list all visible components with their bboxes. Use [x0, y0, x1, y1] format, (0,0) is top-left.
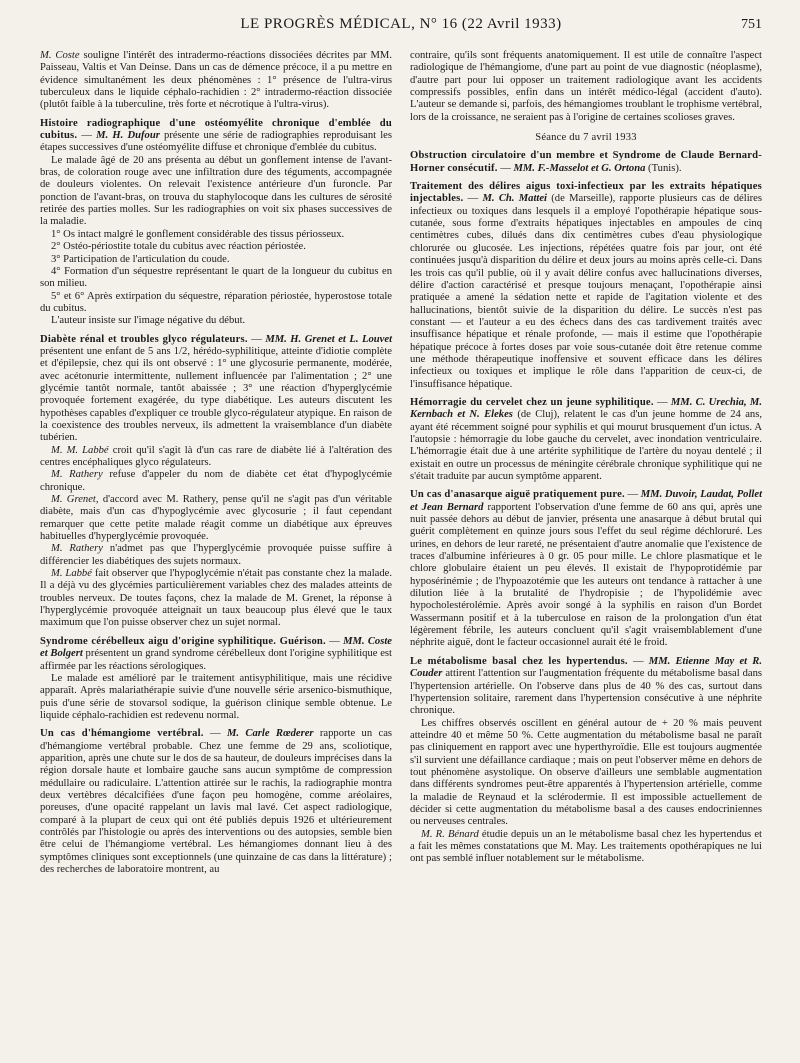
paragraph: 3° Participation de l'articulation du coude.	[51, 253, 230, 265]
author-name: MM. C. Urechia, M. Kernbach et N. Elekes	[410, 396, 762, 421]
paragraph	[40, 494, 392, 543]
dash: —	[463, 193, 483, 205]
article-metabolisme	[410, 656, 762, 718]
page-number: 751	[741, 17, 762, 32]
paragraph	[40, 469, 392, 494]
author-name: M. Rathery	[51, 543, 103, 555]
article-osteomyelite	[40, 118, 392, 155]
author-name: M. Carle Rœderer	[226, 728, 314, 740]
author-name: M. Labbé	[51, 568, 92, 580]
paragraph: Le malade âgé de 20 ans présenta au début un gonflement intense de l'avant-bras, de coloration rouge avec une infiltration dure des téguments, accompagnée de douleurs violentes. On relevait l'existence antérieure d'un furoncle. Par ponction de l'avant-bras, on trouva du staphylocoque dans les cultures de sérosité retirée des parties molles. Sur les radiographies on voit six phases successives de la maladie.	[40, 154, 392, 228]
author-name: MM. F.-Masselot et G. Ortona	[513, 162, 646, 174]
article-heading: Diabète rénal et troubles glyco régulateurs.	[40, 333, 248, 345]
author-name: MM. H. Grenet et L. Louvet	[265, 333, 393, 345]
author-name: MM. Etienne May et R. Couder	[410, 655, 763, 680]
paragraph	[40, 543, 392, 568]
article-heading: Traitement des délires aigus toxi-infectieux par les extraits hépatiques injectables.	[410, 181, 762, 205]
article-obstruction	[410, 150, 762, 175]
paragraph-text: (Tunis).	[645, 162, 682, 174]
article-heading: Hémorragie du cervelet chez un jeune syphilitique.	[410, 396, 654, 408]
article-anasarque	[410, 489, 762, 649]
paragraph-text: rapporte un cas d'hémangiome vertébral probable. Chez une femme de 29 ans, scoliotique, apparition, après une chute sur le dos de sa hauteur, de douleurs imprécises dans la région dorsale haute et lombaire gauche sans aucun symptôme de compression médullaire ou radiculaire. L'attention attirée sur le rachis, la radiographie montra deux vertèbres décalcifiées d'une façon peu homogène, comme aréolaires, poreuses, d'une opacité rappelant un lavis mal lavé. Cet aspect radiologique, comparé à la plupart de ceux qui ont été publiés depuis 1926 et ultérieurement contrôlés par l'histologie ou après des interventions ou des autopsies, semble bien être celui de l'hémangiome vertébral. Les hémangiomes donnant lieu à des symptômes cliniques sont exceptionnels (une quinzaine de cas dans la littérature) ; des recherches de laboratoire montrent, au	[40, 728, 393, 875]
paragraph-text: croit qu'il s'agit là d'un cas rare de diabète lié à l'altération des centres encéphaliques glyco régulateurs.	[40, 444, 392, 468]
paragraph: L'auteur insiste sur l'image négative du début.	[51, 315, 246, 327]
article-heading: Obstruction circulatoire d'un membre et Syndrome de Claude Bernard-Horner consécutif.	[410, 150, 762, 174]
paragraph-text: présente une série de radiographies reproduisant les étapes successives d'une ostéomyélite diffuse et chronique d'emblée du cubitus.	[40, 130, 393, 154]
paragraph: 5° et 6° Après extirpation du séquestre, réparation périostée, hyperostose totale du cubitus.	[40, 290, 392, 314]
author-name: MM. Coste et Bolgert	[40, 635, 392, 660]
author-name: M. H. Dufour	[96, 130, 160, 142]
journal-running-head: LE PROGRÈS MÉDICAL, N° 16 (22 Avril 1933)	[240, 16, 562, 32]
paragraph-text: refuse d'appeler du nom de diabète cet état d'hypoglycémie chronique.	[40, 469, 392, 493]
session-date: Séance du 7 avril 1933	[535, 132, 637, 144]
paragraph-text: étudie depuis un an le métabolisme basal chez les hypertendus et a fait les mêmes constatations que M. May. Les traitements opothérapiques ne lui ont pas semblé influer notablement sur le métabolisme.	[410, 828, 762, 865]
paragraph-text: fait observer que l'hypoglycémie n'était pas constante chez la malade. Il a déjà vu des glycémies particulièrement variables chez des malades atteints de troubles nerveux. De toutes façons, chez la malade de M. Grenet, la réponse à l'hyperglycémie provoquée atteignait un taux beaucoup plus élevé que le taux maximum que l'on puisse observer chez un sujet normal.	[40, 568, 392, 629]
article-heading: Le métabolisme basal chez les hypertendus.	[410, 655, 628, 667]
author-name: M. Grenet,	[51, 494, 99, 506]
paragraph-text: présentent une enfant de 5 ans 1/2, hérédo-syphilitique, atteinte d'idiotie complète et d'épilepsie, chez qui ils ont observé : 1° une glycosurie permanente, modérée, avec acétonurie intermittente, nullement influencée par l'alimentation ; 2° une glycémie tantôt normale, tantôt abaissée ; 3° une réaction d'hyperglycémie provoquée fortement exagérée, du type diabétique. Les auteurs discutent les hypothèses capables d'expliquer ce trouble glyco-régulateur atypique. En raison de la coexistence des troubles nerveux, ils admettent la vraisemblance d'un diabète tubérien.	[40, 345, 392, 444]
paragraph	[40, 445, 392, 470]
author-name: M. Ch. Mattei	[482, 193, 547, 205]
paragraph	[410, 829, 762, 866]
coste-intradermo-paragraph	[40, 50, 392, 112]
paragraph: 4° Formation d'un séquestre représentant le quart de la longueur du cubitus en son milieu.	[40, 265, 392, 290]
article-hemangiome	[40, 728, 392, 876]
article-hemorragie	[410, 397, 762, 483]
paragraph: 1° Os intact malgré le gonflement considérable des tissus périosseux.	[51, 228, 345, 240]
paragraph: Le malade est amélioré par le traitement antisyphilitique, mais une récidive apparaît. Après malariathérapie suivie d'une nouvelle série arsenico-bismuthique, puis d'une série de stovarsol sodique, la guérison clinique semble obtenue. Le liquide céphalo-rachidien est redevenu normal.	[40, 672, 392, 721]
paragraph: Les chiffres observés oscillent en général autour de + 20 % mais peuvent atteindre 40 et même 50 %. Cette augmentation du métabolisme basal ne paraît pas cliniquement en rapport avec une hyperthyroïdie. Elle est toujours augmentée s'il survient une défaillance cardiaque ; mais on peut l'observer même en dehors de tout phénomène asystolique. On observe d'ailleurs une semblable augmentation dans différents syndromes peut-être apparentés à l'hypertension artérielle, comme la maladie de Reynaud et la sclérodermie. Il est impossible actuellement de décider si cette augmentation du métabolisme basal a des causes endocriniennes ou nerveuses centrales.	[410, 717, 762, 828]
article-syndrome-cerebelleux	[40, 636, 392, 673]
paragraph-text: n'admet pas que l'hyperglycémie provoquée puisse suffire à différencier les diabétiques des sujets normaux.	[40, 543, 392, 567]
paragraph	[40, 568, 392, 630]
dash: —	[627, 655, 649, 667]
right-column	[410, 50, 762, 876]
paragraph-text: (de Cluj), relatent le cas d'un jeune homme de 24 ans, ayant été récemment soigné pour syphilis et qui mourut brusquement d'un ictus. A l'autopsie : hémorragie du lobe gauche du cervelet, avec inondation ventriculaire. L'hémorragie était due à une artérite syphilitique de l'artère du noyau dentelé ; il existait en outre un processus de méningite cérébrale chronique syphilitique qui ne s'était traduite par aucun symptôme apparent.	[410, 409, 762, 482]
article-heading: Histoire radiographique d'une ostéomyélite chronique d'emblée du cubitus.	[40, 117, 392, 142]
paragraph: 2° Ostéo-périostite totale du cubitus avec réaction périostée.	[51, 241, 306, 253]
article-delires	[410, 181, 762, 391]
paragraph-text: rapportent l'observation d'une femme de 60 ans qui, après une nuit passée dehors au début de janvier, présenta une anasarque à début brutal qui guérit complètement en quinze jours sous l'effet du seul régime déchloruré. Les urines, en dehors de leur rareté, ne présentaient d'autre anomalie que l'existence de traces d'albumine inférieures à 0 gr. 05 pour mille. Le chlore plasmatique et le chlore globulaire étaient un peu élevés. Il existait de l'hypoprotidémie par hyposérinémie ; de l'hypoazotémie que les auteurs ont tendance à rattacher à une dilution liée à la brutalité de l'hydropisie ; de l'hypolidémie avec hypocholestérolémie. Après avoir songé à la syphilis en raison d'un Bordet Wassermann positif et à la tuberculose en raison de la prolongation d'un état légèrement fébrile, les auteurs concluent qu'il s'agit vraisemblablement d'une néphrite aiguë, dont le facteur occasionnel aurait été le froid.	[410, 501, 762, 649]
author-name: M. Coste	[40, 50, 80, 61]
paragraph-text: (de Marseille), rapporte plusieurs cas de délires infectieux ou toxiques dans lesquels il a employé l'opothérapie hépatique sous-cutanée, sous forme d'extraits hépatiques injectables en ampoules de cinq centimètres cubes, dilués dans dix centimètres cubes d'eau physiologique chlorurée ou glucosée. Les injections, répétées quatre fois par jour, ont été continuées jusqu'à disparition du délire et deux jours au moins après celle-ci. Dans les trois cas qu'il publie, où il y avait délire confus avec hallucinations diverses, délire d'action caractérisé et presque toujours menaçant, l'opothérapie ainsi pratiquée a amené la sédation nette et rapide de l'agitation violente et des hallucinations, bientôt suivie de la disparition du délire. Le succès n'est pas constant — et l'auteur a eu des échecs dans des cas tardivement traités avec insuffisance hépatique et rénale profonde, — mais il estime que l'opothérapie hépatique précoce à fortes doses par voie sous-cutanée doit être retenue comme une méthode thérapeutique inoffensive et souvent efficace dans les délires infectieux ou toxiques et implique le rôle dans l'apparition de ceux-ci, de l'insuffisance hépatique.	[410, 193, 762, 390]
paragraph-text: d'accord avec M. Rathery, pense qu'il ne s'agit pas d'un véritable diabète, mais d'un cas d'hypoglycémie avec glycosurie ; il faut cependant remarquer que cette petite malade réagit comme un diabétique aux épreuves habituelles d'hyperglycémie provoquée.	[40, 494, 392, 543]
dash: —	[247, 333, 266, 345]
article-diabete-renal	[40, 334, 392, 445]
article-heading: Un cas d'hémangiome vertébral.	[40, 728, 204, 740]
paragraph: contraire, qu'ils sont fréquents anatomiquement. Il est utile de connaître l'aspect radiologique de l'hémangiome, d'une part au point de vue diagnostic (néoplasme), d'autre part pour lui opposer un traitement radiologique avant les accidents compressifs possibles, enfin dans un intérêt médico-légal (accident d'auto). L'auteur se demande si, parfois, des hémangiomes troublant le trophisme vertébral, lors de la croissance, ne seraient pas à l'origine de certaines scolioses graves.	[410, 50, 762, 123]
dash: —	[77, 130, 97, 142]
page-header	[40, 16, 762, 40]
dash: —	[497, 162, 514, 174]
author-name: M. Rathery	[51, 469, 103, 481]
paragraph-text: présentent un grand syndrome cérébelleux dont l'origine syphilitique est affirmée par les réactions sérologiques.	[40, 648, 392, 672]
dash: —	[325, 635, 344, 647]
article-heading: Syndrome cérébelleux aigu d'origine syphilitique. Guérison.	[40, 635, 326, 647]
author-name: M. M. Labbé	[51, 444, 109, 456]
author-name: MM. Duvoir, Laudat, Pollet et Jean Bernard	[410, 489, 763, 513]
dash: —	[203, 728, 227, 740]
dash: —	[653, 396, 671, 408]
paragraph-text: attirent l'attention sur l'augmentation fréquente du métabolisme basal dans l'hypertension artérielle. On l'observe dans plus de 40 % des cas, surtout dans l'hypertension solitaire, rarement dans l'hypertension consécutive à une néphrite chronique.	[410, 668, 762, 717]
paragraph-text: souligne l'intérêt des intradermo-réactions dissociées décrites par MM. Paisseau, Valtis et Van Deinse. Dans un cas de démence précoce, il a pu mettre en évidence simultanément les deux phénomènes : 1° présence de l'ultra-virus tuberculeux dans le liquide céphalo-rachidien : 2° intradermo-réaction dissociée (plutôt faible à la tuberculine, très forte et nécrotique à l'ultra-virus).	[40, 50, 392, 111]
author-name: M. R. Bénard	[421, 828, 479, 840]
article-heading: Un cas d'anasarque aiguë pratiquement pure.	[410, 489, 625, 501]
left-column	[40, 50, 392, 876]
text-columns	[40, 50, 762, 876]
dash: —	[624, 489, 641, 501]
